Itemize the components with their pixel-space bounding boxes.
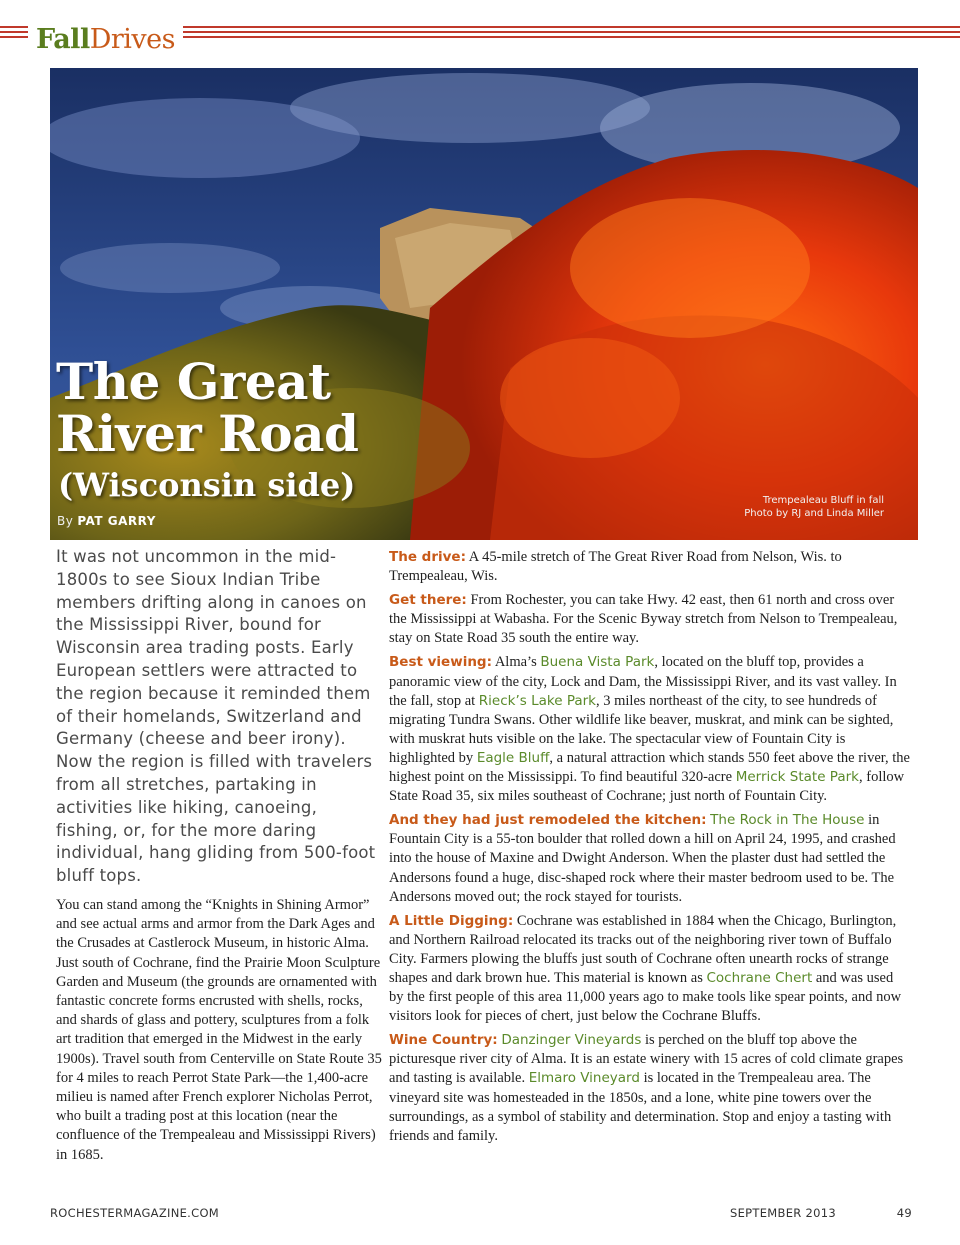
section-title-light: Drives <box>89 24 175 55</box>
byline-prefix: By <box>57 514 74 528</box>
footer-site[interactable]: ROCHESTERMAGAZINE.COM <box>50 1206 220 1220</box>
merrick-state-park-link[interactable]: Merrick State Park <box>735 769 859 786</box>
byline <box>57 514 156 528</box>
wine-text-2: is perched on the bluff top above the picturesque river city of Alma. It is an estate winery with 15 acres of cold climate grapes and tasting is available. <box>389 1032 904 1087</box>
article-subtitle: (Wisconsin side) <box>58 466 356 504</box>
body-paragraph: You can stand among the “Knights in Shining Armor” and see actual arms and armor from the Dark Ages and the Crusades at Castlerock Museum, in historic Alma. Just south of Cochrane, find the Prairie Moon Sculpture Garden and Museum (the grounds are ornamented with fantastic concrete forms encrusted with shells, rocks, and shards of glass and pottery, sculptures from a folk art tradition that emerged in the Midwest in the early 1900s). Travel south from Centerville on State Route 35 for 4 miles to reach Perrot State Park—the 1,400-acre milieu is named after French explorer Nicholas Perrot, who built a trading post at this location (near the confluence of the Trempealeau and Mississippi Rivers) in 1685. <box>56 896 382 1163</box>
footer-date: SEPTEMBER 2013 <box>730 1206 836 1220</box>
digging-text-1: Cochrane was established in 1884 when the Chicago, Burlington, and Northern Railroad relocated its tracks out of the neighboring river town of Buffalo City. Farmers plowing the bluffs just south of Cochrane often unearth rocks of strange shapes and dark brown hue. This material is known as <box>389 912 897 986</box>
get-there-label: Get there: <box>389 592 467 609</box>
rock-in-the-house-link[interactable]: The Rock in The House <box>710 812 865 829</box>
section-tab <box>28 22 183 56</box>
author-name: PAT GARRY <box>77 514 156 528</box>
intro-paragraph: It was not uncommon in the mid-1800s to see Sioux Indian Tribe members drifting along in canoes on the Mississippi River, bound for Wisconsin area trading posts. Early European settlers were attracted to the region because it reminded them of their homelands, Switzerland and Germany (cheese and beer irony). Now the region is filled with travelers from all stretches, partaking in activities like hiking, canoeing, fishing, or, for the more daring individual, hang gliding from 500-foot bluff tops. <box>56 547 376 886</box>
kitchen-label: And they had just remodeled the kitchen: <box>389 812 707 829</box>
best-viewing-paragraph <box>389 653 911 806</box>
digging-label: A Little Digging: <box>389 912 514 929</box>
page-number: 49 <box>896 1206 912 1220</box>
best-viewing-text-1: Alma’s <box>492 654 541 671</box>
buena-vista-park-link[interactable]: Buena Vista Park <box>540 654 655 671</box>
drive-label: The drive: <box>389 549 466 565</box>
wine-paragraph <box>389 1031 911 1146</box>
drive-text: A 45-mile stretch of The Great River Road from Nelson, Wis. to Trempealeau, Wis. <box>389 549 842 585</box>
best-viewing-text-2: , located on the bluff top, provides a panoramic view of the city, Lock and Dam, the Mississippi River, and its vast valley. In the fall, stop at <box>389 654 897 709</box>
kitchen-text-2: in Fountain City is a 55-ton boulder that rolled down a hill on April 24, 1995, and crashed into the house of Maxine and Dwight Anderson. When the plaster dust had settled the Andersons found a huge, disc-shaped rock where their master bedroom used to be. The Andersons moved out; the rock stayed for tourists. <box>389 812 896 905</box>
riecks-lake-park-link[interactable]: Rieck’s Lake Park <box>478 692 596 709</box>
title-line-1: The Great <box>56 352 331 411</box>
wine-text-3: is located in the Trempealeau area. The vineyard site was homesteaded in the 1850s, and a lone, white pine towers over the surroundings, as a symbol of stability and determination. Stop and enjoy a tasting with friends and family. <box>389 1070 892 1144</box>
elmaro-vineyard-link[interactable]: Elmaro Vineyard <box>528 1070 640 1087</box>
wine-label: Wine Country: <box>389 1032 498 1049</box>
hero-photo <box>50 68 918 540</box>
best-viewing-label: Best viewing: <box>389 654 492 671</box>
right-column <box>389 548 911 1151</box>
title-line-2: River Road <box>56 404 359 463</box>
best-viewing-text-3: , 3 miles northeast of the city, to see hundreds of migrating Tundra Swans. Other wildlife like beaver, muskrat, and mink can be sighted, with muskrat huts visible on the lake. The spectacular view of Fountain City is highlighted by <box>389 692 894 766</box>
section-title-bold: Fall <box>36 24 90 55</box>
digging-paragraph <box>389 912 911 1027</box>
caption-line-1: Trempealeau Bluff in fall <box>762 495 884 506</box>
caption-line-2: Photo by RJ and Linda Miller <box>744 508 884 519</box>
best-viewing-text-5: , follow State Road 35, six miles southeast of Cochrane; just north of Fountain City. <box>389 769 905 805</box>
best-viewing-text-4: , a natural attraction which stands 550 feet above the river, the highest point on the Mississippi. To find beautiful 320-acre <box>389 749 910 786</box>
get-there-paragraph <box>389 591 911 648</box>
eagle-bluff-link[interactable]: Eagle Bluff <box>476 749 550 766</box>
cochrane-chert-link[interactable]: Cochrane Chert <box>706 969 813 986</box>
article-title <box>56 352 359 463</box>
danzinger-vineyards-link[interactable]: Danzinger Vineyards <box>501 1032 642 1049</box>
photo-caption <box>744 494 884 520</box>
get-there-text: From Rochester, you can take Hwy. 42 east, then 61 north and cross over the Mississippi at Wabasha. For the Scenic Byway stretch from Nelson to Trempealeau, stay on State Road 35 south the entire way. <box>389 592 898 647</box>
kitchen-paragraph <box>389 811 911 906</box>
drive-paragraph <box>389 548 911 586</box>
digging-text-2: and was used by the first people of this area 11,000 years ago to make tools like spear points, and now visitors look for pieces of chert, just below the Cochrane Bluffs. <box>389 969 902 1025</box>
left-column <box>56 546 382 1165</box>
